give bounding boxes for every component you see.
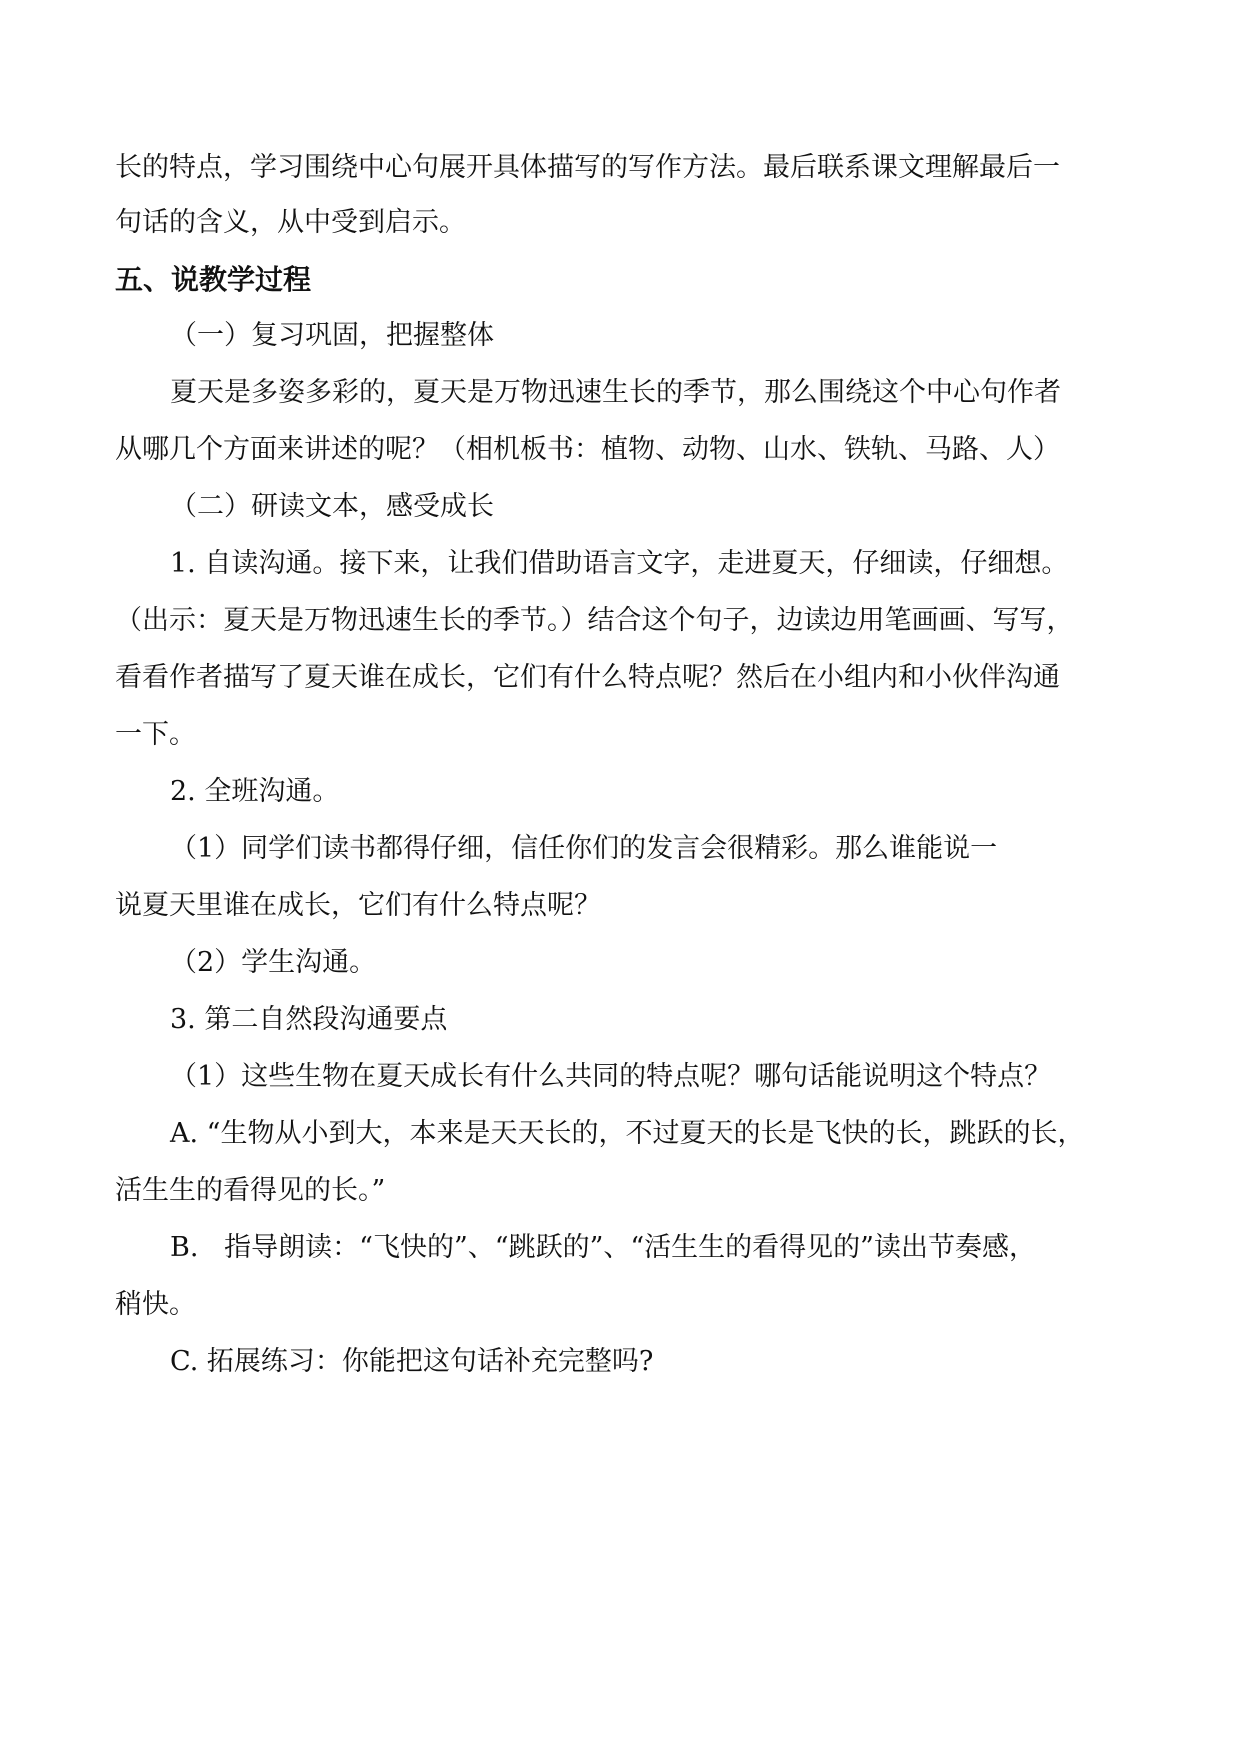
paragraph-line: （1）同学们读书都得仔细，信任你们的发言会很精彩。那么谁能说一 (170, 833, 998, 864)
paragraph-line: （2）学生沟通。 (170, 947, 377, 978)
list-item: 2. 全班沟通。 (170, 776, 340, 807)
paragraph-line: 说夏天里谁在成长，它们有什么特点呢？ (115, 890, 601, 921)
list-item: 3. 第二自然段沟通要点 (170, 1004, 448, 1035)
paragraph-line: 看看作者描写了夏天谁在成长，它们有什么特点呢？然后在小组内和小伙伴沟通 (115, 662, 1060, 693)
paragraph-line: 一下。 (115, 719, 196, 750)
paragraph-line: 稍快。 (115, 1289, 196, 1320)
paragraph-line: （1）这些生物在夏天成长有什么共同的特点呢？哪句话能说明这个特点？ (170, 1061, 1052, 1092)
paragraph-line: C. 拓展练习：你能把这句话补充完整吗? (170, 1346, 654, 1377)
paragraph-line: A. “生物从小到大，本来是天天长的，不过夏天的长是飞快的长，跳跃的长， (170, 1118, 1085, 1149)
paragraph-line: 长的特点，学习围绕中心句展开具体描写的写作方法。最后联系课文理解最后一 (115, 152, 1060, 183)
section-heading: 五、说教学过程 (115, 263, 312, 296)
paragraph-line: B. 指导朗读：“飞快的”、“跳跃的”、“活生生的看得见的”读出节奏感， (170, 1232, 1036, 1263)
paragraph-line: 1. 自读沟通。接下来，让我们借助语言文字，走进夏天，仔细读，仔细想。 (170, 548, 1069, 579)
paragraph-line: 夏天是多姿多彩的，夏天是万物迅速生长的季节，那么围绕这个中心句作者 (170, 377, 1061, 408)
paragraph-line: 活生生的看得见的长。” (115, 1175, 386, 1206)
subsection-heading: （二）研读文本，感受成长 (170, 491, 494, 522)
paragraph-line: （出示：夏天是万物迅速生长的季节。）结合这个句子，边读边用笔画画、写写， (115, 605, 1074, 636)
paragraph-line: 句话的含义，从中受到启示。 (115, 207, 466, 238)
paragraph-line: 从哪几个方面来讲述的呢？（相机板书：植物、动物、山水、铁轨、马路、人） (115, 434, 1060, 465)
subsection-heading: （一）复习巩固，把握整体 (170, 320, 494, 351)
